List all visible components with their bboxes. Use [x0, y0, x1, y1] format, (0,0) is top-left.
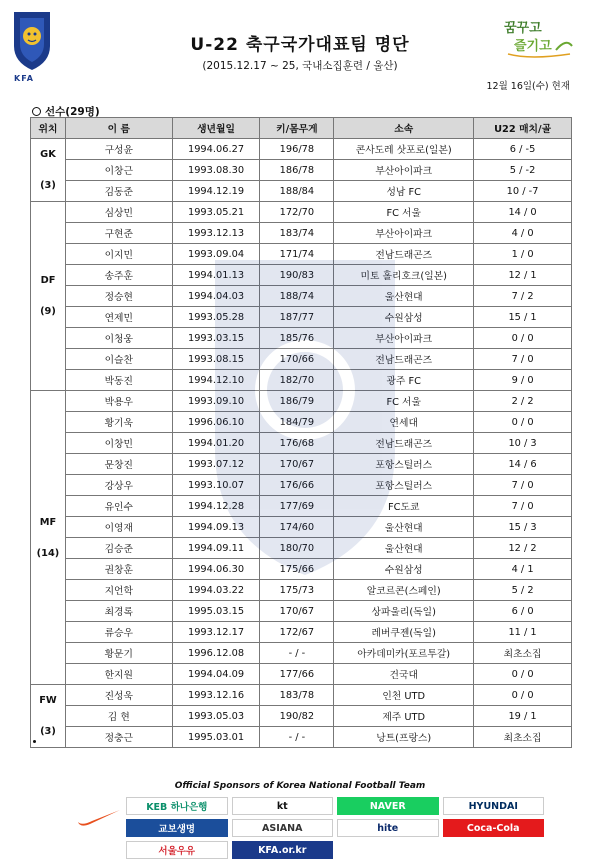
roster-table [30, 117, 572, 748]
table-row [31, 727, 572, 748]
club: 울산현대 [334, 538, 474, 559]
height-weight: - / - [260, 643, 334, 664]
sponsor-logos [126, 797, 544, 859]
player-name: 문창진 [65, 454, 172, 475]
club: 수원삼성 [334, 307, 474, 328]
table-row [31, 664, 572, 685]
sponsor-logo: Coca-Cola [443, 819, 545, 837]
club: 콘사도레 삿포로(일본) [334, 139, 474, 160]
height-weight: 190/82 [260, 706, 334, 727]
sponsor-logo: 서울우유 [126, 841, 228, 859]
table-row [31, 538, 572, 559]
club: 부산아이파크 [334, 160, 474, 181]
birth-date: 1995.03.01 [172, 727, 260, 748]
caps-goals: 7 / 0 [474, 496, 572, 517]
birth-date: 1993.05.28 [172, 307, 260, 328]
club: 상파울리(독일) [334, 601, 474, 622]
caps-goals: 7 / 0 [474, 475, 572, 496]
player-name: 지언학 [65, 580, 172, 601]
caps-goals: 2 / 2 [474, 391, 572, 412]
table-row [31, 496, 572, 517]
caps-goals: 5 / 2 [474, 580, 572, 601]
col-header-club: 소속 [334, 118, 474, 139]
birth-date: 1993.05.21 [172, 202, 260, 223]
height-weight: 182/70 [260, 370, 334, 391]
club: 수원삼성 [334, 559, 474, 580]
height-weight: 186/78 [260, 160, 334, 181]
player-name: 이창민 [65, 433, 172, 454]
player-name: 심상민 [65, 202, 172, 223]
bullet-dot [33, 740, 36, 743]
svg-text:즐기고: 즐기고 [514, 39, 552, 54]
player-name: 류승우 [65, 622, 172, 643]
table-row [31, 160, 572, 181]
club: 울산현대 [334, 286, 474, 307]
birth-date: 1994.04.09 [172, 664, 260, 685]
table-row [31, 370, 572, 391]
player-name: 진성욱 [65, 685, 172, 706]
height-weight: 171/74 [260, 244, 334, 265]
caps-goals: 4 / 1 [474, 559, 572, 580]
table-row [31, 202, 572, 223]
position-cell [31, 391, 66, 685]
club: 연세대 [334, 412, 474, 433]
svg-text:꿈꾸고: 꿈꾸고 [504, 21, 542, 36]
birth-date: 1994.03.22 [172, 580, 260, 601]
height-weight: 188/74 [260, 286, 334, 307]
caps-goals: 최초소집 [474, 643, 572, 664]
birth-date: 1993.05.03 [172, 706, 260, 727]
player-name: 정충근 [65, 727, 172, 748]
club: 제주 UTD [334, 706, 474, 727]
player-name: 김 현 [65, 706, 172, 727]
height-weight: 176/66 [260, 475, 334, 496]
section-label: 선수(29명) [45, 106, 100, 118]
table-row [31, 328, 572, 349]
sponsor-title: Official Sponsors of Korea National Football Team [174, 781, 426, 791]
sponsor-logo: KEB 하나은행 [126, 797, 228, 815]
caps-goals: 12 / 2 [474, 538, 572, 559]
club: FC도쿄 [334, 496, 474, 517]
player-name: 한지원 [65, 664, 172, 685]
table-row [31, 391, 572, 412]
club: 포항스틸러스 [334, 475, 474, 496]
roster-body [31, 139, 572, 748]
player-name: 박용우 [65, 391, 172, 412]
club: 낭트(프랑스) [334, 727, 474, 748]
position-count: (14) [36, 547, 60, 559]
col-header-caps-goals: U22 매치/골 [474, 118, 572, 139]
birth-date: 1994.01.20 [172, 433, 260, 454]
caps-goals: 7 / 0 [474, 349, 572, 370]
player-name: 강상우 [65, 475, 172, 496]
player-name: 김동준 [65, 181, 172, 202]
caps-goals: 4 / 0 [474, 223, 572, 244]
sponsor-logo: HYUNDAI [443, 797, 545, 815]
height-weight: 170/66 [260, 349, 334, 370]
birth-date: 1993.08.30 [172, 160, 260, 181]
caps-goals: 0 / 0 [474, 664, 572, 685]
player-name: 황문기 [65, 643, 172, 664]
height-weight: 170/67 [260, 454, 334, 475]
height-weight: 190/83 [260, 265, 334, 286]
height-weight: 172/67 [260, 622, 334, 643]
table-row [31, 706, 572, 727]
table-row [31, 349, 572, 370]
caps-goals: 6 / 0 [474, 601, 572, 622]
birth-date: 1993.09.10 [172, 391, 260, 412]
birth-date: 1993.09.04 [172, 244, 260, 265]
position-label: GK [40, 149, 56, 160]
club: 건국대 [334, 664, 474, 685]
table-row [31, 181, 572, 202]
sponsor-logo: kt [232, 797, 334, 815]
birth-date: 1993.08.15 [172, 349, 260, 370]
club: 레버쿠젠(독일) [334, 622, 474, 643]
club: 포항스틸러스 [334, 454, 474, 475]
player-name: 최경록 [65, 601, 172, 622]
club: 전남드래곤즈 [334, 433, 474, 454]
player-name: 정승현 [65, 286, 172, 307]
club: 전남드래곤즈 [334, 349, 474, 370]
height-weight: 175/73 [260, 580, 334, 601]
position-label: FW [39, 695, 57, 706]
table-row [31, 433, 572, 454]
player-name: 김승준 [65, 538, 172, 559]
height-weight: 185/76 [260, 328, 334, 349]
col-header-birthdate: 생년월일 [172, 118, 260, 139]
player-name: 연제민 [65, 307, 172, 328]
caps-goals: 14 / 6 [474, 454, 572, 475]
caps-goals: 7 / 2 [474, 286, 572, 307]
sponsor-logo: NAVER [337, 797, 439, 815]
caps-goals: 9 / 0 [474, 370, 572, 391]
birth-date: 1994.12.19 [172, 181, 260, 202]
height-weight: - / - [260, 727, 334, 748]
position-cell [31, 202, 66, 391]
position-count: (3) [40, 726, 56, 737]
table-row [31, 643, 572, 664]
club: 부산아이파크 [334, 328, 474, 349]
caps-goals: 15 / 3 [474, 517, 572, 538]
club: 전남드래곤즈 [334, 244, 474, 265]
height-weight: 183/78 [260, 685, 334, 706]
caps-goals: 12 / 1 [474, 265, 572, 286]
table-row [31, 223, 572, 244]
birth-date: 1996.12.08 [172, 643, 260, 664]
table-row [31, 286, 572, 307]
table-row [31, 307, 572, 328]
height-weight: 172/70 [260, 202, 334, 223]
as-of-date: 12월 16일(수) 현재 [486, 81, 570, 92]
height-weight: 183/74 [260, 223, 334, 244]
height-weight: 180/70 [260, 538, 334, 559]
sponsor-logo: KFA.or.kr [232, 841, 334, 859]
birth-date: 1996.06.10 [172, 412, 260, 433]
table-row [31, 412, 572, 433]
birth-date: 1994.06.30 [172, 559, 260, 580]
birth-date: 1993.12.17 [172, 622, 260, 643]
club: 성남 FC [334, 181, 474, 202]
page-title: U-22 축구국가대표팀 명단 [190, 35, 410, 55]
height-weight: 176/68 [260, 433, 334, 454]
col-header-height-weight: 키/몸무게 [260, 118, 334, 139]
player-name: 권창훈 [65, 559, 172, 580]
club: 미토 홀리호크(일본) [334, 265, 474, 286]
player-name: 박동진 [65, 370, 172, 391]
table-row [31, 454, 572, 475]
sponsor-logo: ASIANA [232, 819, 334, 837]
col-header-position: 위치 [31, 118, 66, 139]
birth-date: 1993.03.15 [172, 328, 260, 349]
page-subtitle: (2015.12.17 ~ 25, 국내소집훈련 / 울산) [202, 60, 398, 72]
height-weight: 177/66 [260, 664, 334, 685]
club: 광주 FC [334, 370, 474, 391]
birth-date: 1995.03.15 [172, 601, 260, 622]
player-name: 이청웅 [65, 328, 172, 349]
caps-goals: 최초소집 [474, 727, 572, 748]
sponsor-logo: hite [337, 819, 439, 837]
caps-goals: 0 / 0 [474, 328, 572, 349]
table-row [31, 517, 572, 538]
height-weight: 186/79 [260, 391, 334, 412]
position-label: MF [39, 516, 57, 528]
table-row [31, 685, 572, 706]
birth-date: 1994.12.28 [172, 496, 260, 517]
height-weight: 196/78 [260, 139, 334, 160]
birth-date: 1994.09.11 [172, 538, 260, 559]
table-row [31, 580, 572, 601]
height-weight: 187/77 [260, 307, 334, 328]
height-weight: 174/60 [260, 517, 334, 538]
height-weight: 170/67 [260, 601, 334, 622]
height-weight: 177/69 [260, 496, 334, 517]
table-row [31, 244, 572, 265]
nike-swoosh-icon [76, 808, 122, 826]
player-name: 구성윤 [65, 139, 172, 160]
player-name: 황기욱 [65, 412, 172, 433]
kfa-label: KFA [14, 74, 34, 83]
player-name: 이창근 [65, 160, 172, 181]
club: 알코르콘(스페인) [334, 580, 474, 601]
club: FC 서울 [334, 391, 474, 412]
caps-goals: 10 / -7 [474, 181, 572, 202]
table-row [31, 139, 572, 160]
player-name: 유인수 [65, 496, 172, 517]
birth-date: 1993.10.07 [172, 475, 260, 496]
club: 울산현대 [334, 517, 474, 538]
sponsor-logo: 교보생명 [126, 819, 228, 837]
club: 아카데미카(포르투갈) [334, 643, 474, 664]
height-weight: 175/66 [260, 559, 334, 580]
caps-goals: 10 / 3 [474, 433, 572, 454]
table-row [31, 622, 572, 643]
table-row [31, 265, 572, 286]
birth-date: 1994.12.10 [172, 370, 260, 391]
birth-date: 1994.04.03 [172, 286, 260, 307]
position-cell [31, 685, 66, 748]
birth-date: 1993.12.13 [172, 223, 260, 244]
caps-goals: 11 / 1 [474, 622, 572, 643]
position-cell [31, 139, 66, 202]
player-name: 송주훈 [65, 265, 172, 286]
caps-goals: 19 / 1 [474, 706, 572, 727]
club: FC 서울 [334, 202, 474, 223]
club: 인천 UTD [334, 685, 474, 706]
position-count: (3) [40, 180, 56, 191]
caps-goals: 15 / 1 [474, 307, 572, 328]
player-name: 이지민 [65, 244, 172, 265]
player-name: 이슬찬 [65, 349, 172, 370]
position-count: (9) [40, 306, 56, 317]
player-name: 구현준 [65, 223, 172, 244]
caps-goals: 6 / -5 [474, 139, 572, 160]
caps-goals: 0 / 0 [474, 685, 572, 706]
table-header-row [31, 118, 572, 139]
player-name: 이영재 [65, 517, 172, 538]
birth-date: 1994.06.27 [172, 139, 260, 160]
caps-goals: 5 / -2 [474, 160, 572, 181]
birth-date: 1993.12.16 [172, 685, 260, 706]
caps-goals: 14 / 0 [474, 202, 572, 223]
table-row [31, 559, 572, 580]
birth-date: 1994.09.13 [172, 517, 260, 538]
birth-date: 1994.01.13 [172, 265, 260, 286]
position-label: DF [40, 275, 56, 286]
table-row [31, 601, 572, 622]
birth-date: 1993.07.12 [172, 454, 260, 475]
club: 부산아이파크 [334, 223, 474, 244]
col-header-name: 이 름 [65, 118, 172, 139]
height-weight: 188/84 [260, 181, 334, 202]
caps-goals: 0 / 0 [474, 412, 572, 433]
height-weight: 184/79 [260, 412, 334, 433]
table-row [31, 475, 572, 496]
caps-goals: 1 / 0 [474, 244, 572, 265]
circle-bullet-icon [32, 107, 41, 116]
